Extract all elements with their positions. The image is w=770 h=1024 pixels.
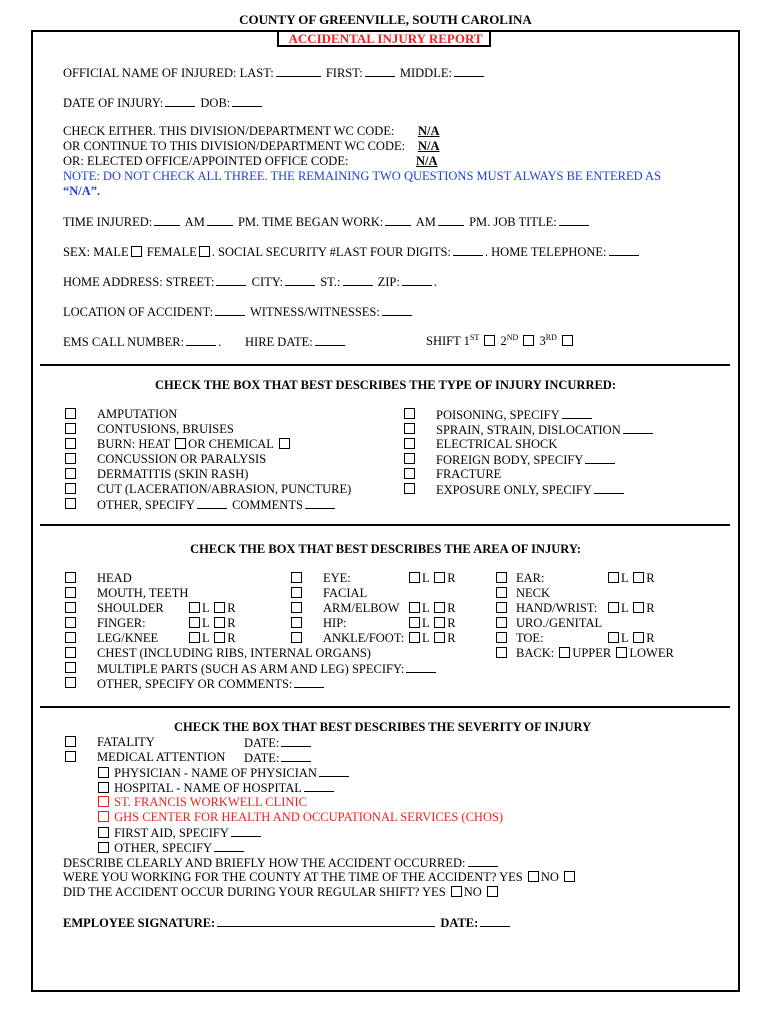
injury-type-right-2 [402,437,558,452]
left-label: L [422,571,430,585]
area-ear-row [494,571,655,586]
employee-signature-label: EMPLOYEE SIGNATURE: [63,916,216,930]
amputation-checkbox[interactable] [65,408,76,419]
physician-row [96,765,351,781]
injury-type-left-3 [63,452,267,467]
left-label: L [202,616,210,630]
hospital-row [96,780,336,796]
right-label: R [646,571,655,585]
st-francis-row [96,795,307,810]
hand-left-checkbox[interactable] [608,602,619,613]
ear-checkbox[interactable] [496,572,507,583]
shift-row [426,334,575,349]
right-label: R [447,631,456,645]
leg-checkbox[interactable] [65,632,76,643]
middle-name-field[interactable] [454,65,484,77]
city-label: CITY: [251,275,284,289]
male-checkbox[interactable] [131,246,142,257]
last-name-field[interactable] [276,65,321,77]
area-head-row [63,571,132,586]
mouth-label: MOUTH, TEETH [97,586,189,600]
first-aid-field[interactable] [231,825,261,837]
other-type-checkbox[interactable] [65,498,76,509]
injury-type-left-1 [63,422,234,437]
injury-type-right-0 [402,407,560,422]
mouth-checkbox[interactable] [65,587,76,598]
witness-label: WITNESS/WITNESSES: [249,305,380,319]
right-label: R [447,571,456,585]
right-label: R [227,601,236,615]
area-neck-row [494,586,551,601]
left-label: L [202,631,210,645]
multiple-parts-label: MULTIPLE PARTS (SUCH AS ARM AND LEG) SPECIFY: [97,662,405,676]
sprain-label: SPRAIN, STRAIN, DISLOCATION [436,423,621,437]
ssn-label: . SOCIAL SECURITY #LAST FOUR DIGITS: [211,245,451,259]
time-row [63,214,591,230]
medical-checkbox[interactable] [65,751,76,762]
left-label: L [422,616,430,630]
city-field[interactable] [285,274,315,286]
zip-field[interactable] [402,274,432,286]
right-label: R [646,601,655,615]
toe-checkbox[interactable] [496,632,507,643]
eye-label: EYE: [323,571,351,585]
hip-right-checkbox[interactable] [434,617,445,628]
report-title: ACCIDENTAL INJURY REPORT [288,31,483,46]
foreign-body-label: FOREIGN BODY, SPECIFY [436,453,584,467]
area-uro-row [494,616,603,631]
fatality-date-label: DATE: [244,736,280,750]
area-facial-row [289,586,368,601]
ankle-right-checkbox[interactable] [434,632,445,643]
injury-type-right-1 [402,422,621,437]
middle-name-label: MIDDLE: [399,66,452,80]
medical-date-label: DATE: [244,751,280,765]
dob-label: DOB: [200,96,231,110]
physician-checkbox[interactable] [98,767,109,778]
head-label: HEAD [97,571,132,585]
office-code-line: OR: ELECTED OFFICE/APPOINTED OFFICE CODE: [63,154,349,168]
area-multiple-row [63,661,405,676]
county-heading: COUNTY OF GREENVILLE, SOUTH CAROLINA [239,12,532,27]
uro-checkbox[interactable] [496,617,507,628]
physician-field[interactable] [319,765,349,777]
area-finger-row [63,616,236,631]
foreign-body-field[interactable] [585,452,615,464]
ear-label: EAR: [516,571,545,585]
shift-2-checkbox[interactable] [523,335,534,346]
toe-right-checkbox[interactable] [633,632,644,643]
dates-row [63,95,264,111]
back-upper-checkbox[interactable] [559,647,570,658]
exposure-label: EXPOSURE ONLY, SPECIFY [436,483,592,497]
back-checkbox[interactable] [496,647,507,658]
fatality-row [63,735,280,750]
injury-type-right-4 [402,467,502,482]
area-mouth-row [63,586,189,601]
home-telephone-label: . HOME TELEPHONE: [484,245,607,259]
eye-left-checkbox[interactable] [409,572,420,583]
hospital-field[interactable] [304,780,334,792]
first-name-field[interactable] [365,65,395,77]
burn-chemical-label: OR CHEMICAL [188,437,274,451]
street-field[interactable] [216,274,246,286]
regular-shift-question: DID THE ACCIDENT OCCUR DURING YOUR REGULAR SHIFT? YES [63,885,446,899]
time-injured-pm-field[interactable] [207,214,233,226]
neck-label: NECK [516,586,551,600]
ghs-label: GHS CENTER FOR HEALTH AND OCCUPATIONAL SERVICES (CHOS) [114,810,504,824]
eye-right-checkbox[interactable] [434,572,445,583]
describe-row [63,855,500,871]
hospital-label: HOSPITAL - NAME OF HOSPITAL [114,781,302,795]
burn-chemical-checkbox[interactable] [279,438,290,449]
leg-left-checkbox[interactable] [189,632,200,643]
chest-label: CHEST (INCLUDING RIBS, INTERNAL ORGANS) [97,646,371,660]
signature-date-label: DATE: [440,916,479,930]
other-area-checkbox[interactable] [65,677,76,688]
injury-type-left-4 [63,467,249,482]
job-title-label: PM. JOB TITLE: [469,215,557,229]
cut-checkbox[interactable] [65,483,76,494]
uro-label: URO./GENITAL [516,616,603,630]
upper-label: UPPER [572,646,612,660]
multiple-parts-checkbox[interactable] [65,662,76,673]
injury-type-left-0 [63,407,178,422]
other-severity-row [96,840,246,856]
shift-3-label: 3 [539,334,546,348]
shoulder-right-checkbox[interactable] [214,602,225,613]
right-label: R [227,631,236,645]
fracture-label: FRACTURE [436,467,502,481]
state-field[interactable] [343,274,373,286]
concussion-label: CONCUSSION OR PARALYSIS [97,452,267,466]
area-eye-row [289,571,456,586]
shoulder-label: SHOULDER [97,601,164,615]
contusions-label: CONTUSIONS, BRUISES [97,422,234,436]
regular-yes-checkbox[interactable] [451,886,462,897]
sex-row [63,244,641,260]
amputation-label: AMPUTATION [97,407,178,421]
cut-label: CUT (LACERATION/ABRASION, PUNCTURE) [97,482,352,496]
back-lower-checkbox[interactable] [616,647,627,658]
name-row [63,65,486,81]
home-telephone-field[interactable] [609,244,639,256]
chest-checkbox[interactable] [65,647,76,658]
dermatitis-checkbox[interactable] [65,468,76,479]
area-ankle-row [289,631,456,646]
signature-row [63,915,512,931]
poisoning-field[interactable] [562,407,592,419]
toe-left-checkbox[interactable] [608,632,619,643]
injury-type-left-5 [63,482,352,497]
left-label: L [621,601,629,615]
electrical-shock-checkbox[interactable] [404,438,415,449]
period: . [433,275,437,289]
am-label-2: AM [415,215,436,229]
medical-label: MEDICAL ATTENTION [97,750,226,764]
other-severity-label: OTHER, SPECIFY [114,841,213,855]
arm-checkbox[interactable] [291,602,302,613]
location-field[interactable] [215,304,245,316]
burn-checkbox[interactable] [65,438,76,449]
ankle-label: ANKLE/FOOT: [323,631,405,645]
fracture-checkbox[interactable] [404,468,415,479]
right-label: R [447,616,456,630]
witness-field[interactable] [382,304,412,316]
st-francis-checkbox[interactable] [98,796,109,807]
sex-male-label: SEX: MALE [63,245,129,259]
hospital-checkbox[interactable] [98,782,109,793]
section-divider-3 [40,706,730,708]
facial-label: FACIAL [323,586,368,600]
ear-left-checkbox[interactable] [608,572,619,583]
ear-right-checkbox[interactable] [633,572,644,583]
time-injured-label: TIME INJURED: [63,215,153,229]
ems-label: EMS CALL NUMBER: [63,335,185,349]
shift-2-suffix: ND [506,332,519,342]
contusions-checkbox[interactable] [65,423,76,434]
shift-1-checkbox[interactable] [484,335,495,346]
fatality-date-field[interactable] [281,735,311,747]
sprain-checkbox[interactable] [404,423,415,434]
ssn-field[interactable] [453,244,483,256]
lower-label: LOWER [629,646,674,660]
regular-no-label: NO [463,885,482,899]
multiple-parts-field[interactable] [406,661,436,673]
ankle-left-checkbox[interactable] [409,632,420,643]
other-severity-checkbox[interactable] [98,842,109,853]
severity-heading: CHECK THE BOX THAT BEST DESCRIBES THE SEVERITY OF INJURY [174,720,592,734]
shift-label: SHIFT 1 [426,334,470,348]
left-label: L [202,601,210,615]
section-divider-2 [40,524,730,526]
injury-type-right-3 [402,452,584,467]
right-label: R [447,601,456,615]
hire-date-label: HIRE DATE: [245,335,313,349]
ghs-checkbox[interactable] [98,811,109,822]
other-type-field[interactable] [197,497,227,509]
injury-type-right-5 [402,482,592,497]
left-label: L [621,571,629,585]
address-row [63,274,437,290]
wc-code-line-2: OR CONTINUE TO THIS DIVISION/DEPARTMENT WC CODE: [63,139,406,153]
comments-field[interactable] [305,497,335,509]
signature-date-field[interactable] [480,915,510,927]
other-area-field[interactable] [294,676,324,688]
zip-label: ZIP: [377,275,400,289]
eye-checkbox[interactable] [291,572,302,583]
shoulder-left-checkbox[interactable] [189,602,200,613]
ghs-row [96,810,503,825]
burn-heat-checkbox[interactable] [175,438,186,449]
date-of-injury-field[interactable] [165,95,195,107]
working-no-checkbox[interactable] [564,871,575,882]
right-label: R [646,631,655,645]
shoulder-checkbox[interactable] [65,602,76,613]
hire-date-row [245,334,347,350]
time-began-label: PM. TIME BEGAN WORK: [237,215,384,229]
exposure-checkbox[interactable] [404,483,415,494]
arm-right-checkbox[interactable] [434,602,445,613]
injury-type-heading: CHECK THE BOX THAT BEST DESCRIBES THE TYPE OF INJURY INCURRED: [154,378,617,392]
time-began-field[interactable] [385,214,411,226]
left-label: L [422,601,430,615]
injury-type-left-2 [63,437,274,452]
head-checkbox[interactable] [65,572,76,583]
ankle-checkbox[interactable] [291,632,302,643]
street-label: HOME ADDRESS: STREET: [63,275,215,289]
time-injured-field[interactable] [154,214,180,226]
fatality-label: FATALITY [97,735,155,749]
date-of-injury-label: DATE OF INJURY: [63,96,164,110]
note-line-1: NOTE: DO NOT CHECK ALL THREE. THE REMAINING TWO QUESTIONS MUST ALWAYS BE ENTERED AS [63,169,662,183]
wc-code-value-2[interactable]: N/A [418,139,440,153]
arm-left-checkbox[interactable] [409,602,420,613]
poisoning-checkbox[interactable] [404,408,415,419]
describe-label: DESCRIBE CLEARLY AND BRIEFLY HOW THE ACCIDENT OCCURRED: [63,856,466,870]
dob-field[interactable] [232,95,262,107]
working-row [63,870,577,885]
exposure-field[interactable] [594,482,624,494]
finger-checkbox[interactable] [65,617,76,628]
working-yes-checkbox[interactable] [528,871,539,882]
hip-left-checkbox[interactable] [409,617,420,628]
left-label: L [621,631,629,645]
first-aid-label: FIRST AID, SPECIFY [114,826,229,840]
area-leg-row [63,631,236,646]
comments-label: COMMENTS [232,498,303,512]
injury-area-heading: CHECK THE BOX THAT BEST DESCRIBES THE AREA OF INJURY: [190,542,581,556]
state-label: ST.: [320,275,341,289]
area-toe-row [494,631,655,646]
area-back-row [494,646,674,661]
female-label: FEMALE [146,245,197,259]
st-francis-label: ST. FRANCIS WORKWELL CLINIC [114,795,307,809]
job-title-field[interactable] [559,214,589,226]
finger-label: FINGER: [97,616,146,630]
shift-3-checkbox[interactable] [562,335,573,346]
shift-1-suffix: ST [469,332,480,342]
time-began-pm-field[interactable] [438,214,464,226]
hire-date-field[interactable] [315,334,345,346]
finger-right-checkbox[interactable] [214,617,225,628]
shift-2-label: 2 [500,334,507,348]
fatality-checkbox[interactable] [65,736,76,747]
hand-right-checkbox[interactable] [633,602,644,613]
location-row [63,304,414,320]
sprain-field[interactable] [623,422,653,434]
first-name-label: FIRST: [325,66,363,80]
leg-right-checkbox[interactable] [214,632,225,643]
foreign-body-checkbox[interactable] [404,453,415,464]
poisoning-label: POISONING, SPECIFY [436,408,560,422]
am-label: AM [184,215,205,229]
area-other-row [63,676,293,691]
hand-label: HAND/WRIST: [516,601,598,615]
injury-type-left-6 [63,497,303,512]
working-no-label: NO [540,870,559,884]
section-divider-1 [40,364,730,366]
concussion-checkbox[interactable] [65,453,76,464]
other-type-label: OTHER, SPECIFY [97,498,195,512]
right-label: R [227,616,236,630]
area-arm-row [289,601,456,616]
describe-field[interactable] [468,855,498,867]
working-question: WERE YOU WORKING FOR THE COUNTY AT THE TIME OF THE ACCIDENT? YES [63,870,523,884]
ems-row [63,334,221,350]
leg-label: LEG/KNEE [97,631,159,645]
electrical-shock-label: ELECTRICAL SHOCK [436,437,558,451]
office-code-value[interactable]: N/A [416,154,438,168]
shift-3-suffix: RD [545,332,557,342]
first-aid-row [96,825,263,841]
female-checkbox[interactable] [199,246,210,257]
regular-no-checkbox[interactable] [487,886,498,897]
dermatitis-label: DERMATITIS (SKIN RASH) [97,467,249,481]
medical-row [63,750,280,765]
arm-label: ARM/ELBOW [323,601,400,615]
period: . [218,335,222,349]
hand-checkbox[interactable] [496,602,507,613]
back-label: BACK: [516,646,555,660]
last-name-label: OFFICIAL NAME OF INJURED: LAST: [63,66,274,80]
left-label: L [422,631,430,645]
hip-label: HIP: [323,616,347,630]
employee-signature-field[interactable] [217,915,435,927]
area-hand-row [494,601,655,616]
other-severity-field[interactable] [214,840,244,852]
first-aid-checkbox[interactable] [98,827,109,838]
wc-code-value-1[interactable]: N/A [418,124,440,138]
location-label: LOCATION OF ACCIDENT: [63,305,214,319]
medical-date-field[interactable] [281,750,311,762]
burn-heat-label: BURN: HEAT [97,437,171,451]
facial-checkbox[interactable] [291,587,302,598]
area-chest-row [63,646,371,661]
wc-code-line-1: CHECK EITHER. THIS DIVISION/DEPARTMENT WC CODE: [63,124,395,138]
note-line-2: “N/A”. [63,184,101,198]
other-area-label: OTHER, SPECIFY OR COMMENTS: [97,677,293,691]
area-hip-row [289,616,456,631]
toe-label: TOE: [516,631,544,645]
ems-field[interactable] [186,334,216,346]
regular-shift-row [63,885,500,900]
neck-checkbox[interactable] [496,587,507,598]
area-shoulder-row [63,601,236,616]
hip-checkbox[interactable] [291,617,302,628]
finger-left-checkbox[interactable] [189,617,200,628]
physician-label: PHYSICIAN - NAME OF PHYSICIAN [114,766,317,780]
